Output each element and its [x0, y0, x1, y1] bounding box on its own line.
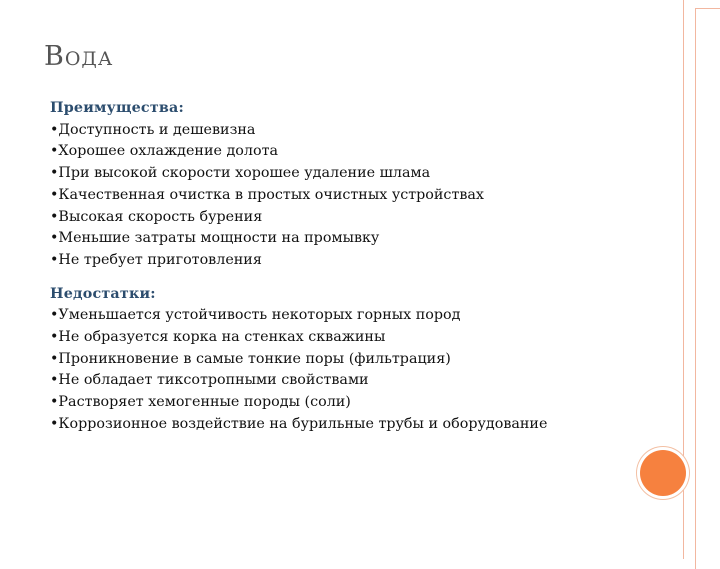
section-spacer [50, 272, 670, 284]
decorative-frame-inner [695, 8, 720, 569]
advantage-item: •Хорошее охлаждение долота [50, 143, 279, 160]
disadvantage-item: •Не обладает тиксотропными свойствами [50, 372, 369, 389]
disadvantage-item: •Не образуется корка на стенках скважины [50, 329, 386, 346]
slide-content [50, 98, 670, 436]
advantages-heading: Преимущества: [50, 100, 184, 116]
disadvantage-item: •Проникновение в самые тонкие поры (фильтрация) [50, 350, 451, 367]
advantage-item: •Не требует приготовления [50, 251, 262, 268]
advantage-item: •Доступность и дешевизна [50, 121, 256, 138]
advantage-item: •Меньшие затраты мощности на промывку [50, 230, 380, 247]
slide-title: Вода [44, 41, 114, 72]
advantage-item: •При высокой скорости хорошее удаление шлама [50, 165, 431, 182]
disadvantage-item: •Растворяет хемогенные породы (соли) [50, 394, 351, 411]
disadvantages-heading: Недостатки: [50, 285, 156, 302]
disadvantage-item: •Уменьшается устойчивость некоторых горных пород [50, 307, 461, 324]
advantage-item: •Высокая скорость бурения [50, 208, 263, 225]
disadvantage-item: •Коррозионное воздействие на бурильные трубы и оборудование [50, 415, 548, 432]
orange-circle-icon [640, 450, 686, 496]
advantage-item: •Качественная очистка в простых очистных устройствах [50, 186, 484, 203]
